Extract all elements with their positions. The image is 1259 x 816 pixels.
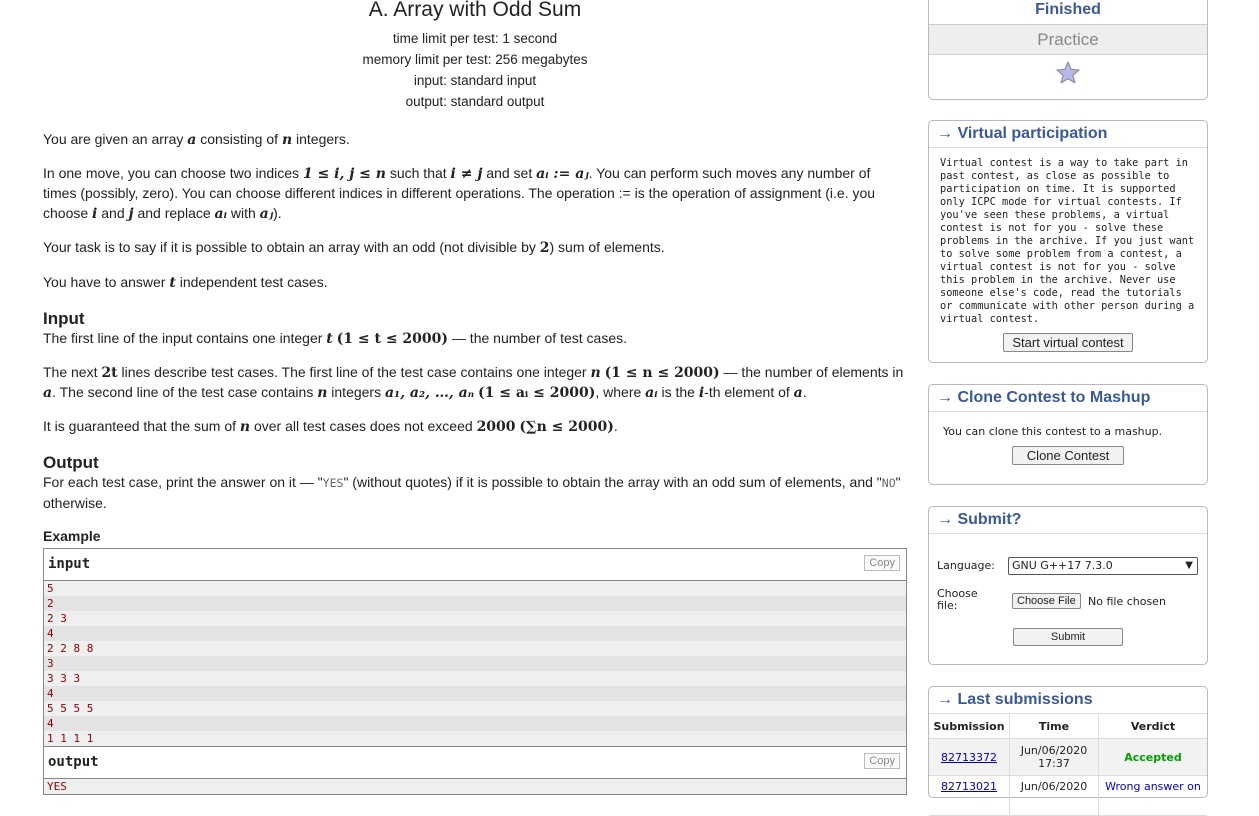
io-line: 2 3 xyxy=(47,612,67,625)
io-line: 3 xyxy=(44,656,906,671)
virtual-participation-title: → Virtual participation xyxy=(929,121,1207,148)
example-heading: Example xyxy=(43,528,101,544)
favorite-star-icon[interactable] xyxy=(929,55,1207,91)
language-label: Language: xyxy=(937,559,995,572)
chevron-down-icon: ▼ xyxy=(1185,560,1193,571)
submission-link[interactable]: 82713372 xyxy=(941,750,997,764)
example-output-header xyxy=(44,747,906,779)
submissions-table xyxy=(929,714,1207,816)
verdict-accepted: Accepted xyxy=(1099,739,1208,776)
problem-limits xyxy=(43,28,907,112)
io-line: 2 2 8 8 xyxy=(47,642,94,655)
output-heading: Output xyxy=(43,453,99,472)
statement-paragraph-1: You are given an array a consisting of n integers. xyxy=(43,131,350,148)
example-output-box xyxy=(43,747,907,795)
last-submissions-title: → Last submissions xyxy=(929,687,1207,714)
status-finished: Finished xyxy=(929,0,1207,25)
submit-button[interactable]: Submit xyxy=(1013,628,1123,646)
output-spec: output: standard output xyxy=(405,94,545,109)
problem-statement xyxy=(43,0,907,795)
clone-contest-box xyxy=(928,384,1208,485)
submission-link[interactable]: 82713021 xyxy=(941,780,997,793)
copy-output-button[interactable]: Copy xyxy=(864,753,900,769)
io-line: 4 xyxy=(44,686,906,701)
problem-title: A. Array with Odd Sum xyxy=(368,0,582,21)
status-practice[interactable]: Practice xyxy=(929,25,1207,55)
example-input-box xyxy=(43,548,907,747)
output-paragraph: For each test case, print the answer on it — "YES" (without quotes) if it is possible to obtain the array with an odd sum of elements, and "NO" otherwise. xyxy=(43,474,901,511)
io-line: 5 5 5 5 xyxy=(47,702,94,715)
submit-box xyxy=(928,506,1208,665)
virtual-participation-text: Virtual contest is a way to take part in past contest, as close as possible to participation on time. It is supported only ICPC mode for virtual contests. If you've seen these problems, a virtual contest is not for you - solve these problems in the archive. If you just want to solve some problem from a contest, a virtual contest is not for you - solve this problem in the archive. Never use someone else's code, read the tutorials or communicate with other person during a virtual contest. xyxy=(940,157,1195,325)
choose-file-button[interactable]: Choose File xyxy=(1012,593,1081,609)
input-paragraph-3: It is guaranteed that the sum of n over all test cases does not exceed 2000 (∑n ≤ 2000). xyxy=(43,417,618,435)
header-verdict: Verdict xyxy=(1099,714,1208,739)
header-submission: Submission xyxy=(929,714,1010,739)
example-input-content xyxy=(44,581,906,746)
example-output-label: output xyxy=(48,754,99,770)
io-line: 2 xyxy=(44,596,906,611)
input-paragraph-2: The next 2t lines describe test cases. The first line of the test case contains one integer n (1 ≤ n ≤ 2000) — the number of elements in a. The second line of the test case contains n integers a₁, a₂, …, aₙ (1 ≤ aᵢ ≤ 2000), where aᵢ is the i-th element of a. xyxy=(43,363,904,401)
time-limit: time limit per test: 1 second xyxy=(392,31,558,46)
table-row xyxy=(929,739,1207,776)
virtual-participation-box xyxy=(928,120,1208,363)
clone-contest-text: You can clone this contest to a mashup. xyxy=(943,425,1163,438)
io-line: YES xyxy=(47,780,67,793)
header-time: Time xyxy=(1010,714,1099,739)
last-submissions-box xyxy=(928,686,1208,798)
clone-contest-title: → Clone Contest to Mashup xyxy=(929,385,1207,412)
memory-limit: memory limit per test: 256 megabytes xyxy=(362,52,588,67)
start-virtual-contest-button[interactable]: Start virtual contest xyxy=(1003,333,1132,352)
submission-time: Jun/06/2020 xyxy=(1010,776,1099,816)
input-heading: Input xyxy=(43,309,85,328)
table-row xyxy=(929,776,1207,816)
file-label: Choose file: xyxy=(937,587,978,612)
language-select[interactable] xyxy=(1008,557,1198,575)
copy-input-button[interactable]: Copy xyxy=(864,555,900,571)
input-spec: input: standard input xyxy=(413,73,537,88)
input-paragraph-1: The first line of the input contains one integer t (1 ≤ t ≤ 2000) — the number of test cases. xyxy=(43,330,628,347)
submit-title: → Submit? xyxy=(929,507,1207,534)
io-line: 4 xyxy=(44,626,906,641)
verdict-wrong-answer: Wrong answer on xyxy=(1099,776,1208,816)
statement-paragraph-2: In one move, you can choose two indices 1 ≤ i, j ≤ n such that i ≠ j and set aᵢ := aⱼ. You can perform such moves any number of times (possibly, zero). You can choose different indices in different operations. The operation := is the operation of assignment (i.e. you choose i and j and replace aᵢ with aⱼ). xyxy=(43,164,876,222)
contest-status-box xyxy=(928,0,1208,100)
statement-paragraph-4: You have to answer t independent test cases. xyxy=(43,273,328,291)
statement-paragraph-3: Your task is to say if it is possible to obtain an array with an odd (not divisible by 2) sum of elements. xyxy=(43,239,665,256)
example-input-header xyxy=(44,549,906,581)
io-line: 4 xyxy=(44,716,906,731)
example-input-label: input xyxy=(48,556,91,572)
io-line: 1 1 1 1 xyxy=(47,732,94,745)
clone-contest-button[interactable]: Clone Contest xyxy=(1012,446,1124,465)
io-line: 5 xyxy=(47,582,54,595)
io-line: 3 3 3 xyxy=(47,672,81,685)
language-select-value: GNU G++17 7.3.0 xyxy=(1012,559,1113,572)
submission-time: Jun/06/2020 17:37 xyxy=(1010,739,1099,776)
file-status: No file chosen xyxy=(1088,595,1166,608)
